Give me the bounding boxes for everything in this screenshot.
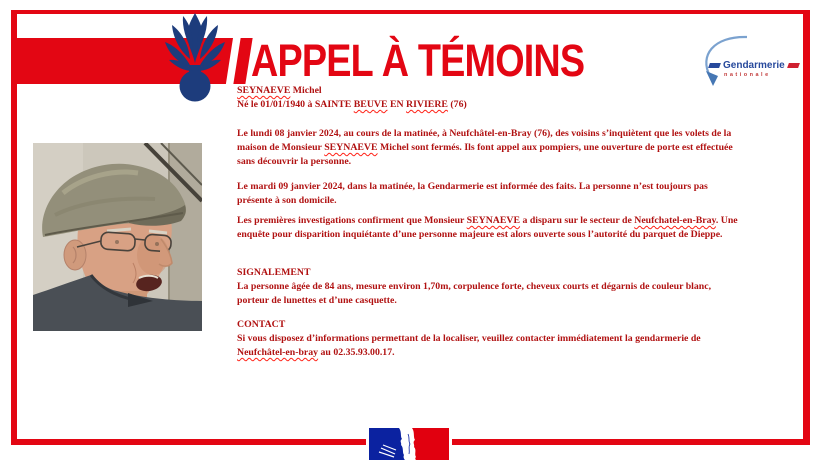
text-segment: (76) [447,99,467,110]
signalement-heading: SIGNALEMENT [237,267,311,278]
text-segment: EN [387,99,407,110]
text-segment: au 02.35.93.00.17. [318,347,395,358]
paragraph-investigation [237,214,797,242]
red-banner-wedge [233,38,252,84]
text-segment: Michel sont fermés. Ils font appel aux pompiers, une ouverture de porte est effectuée [377,142,733,153]
text-segment: Le lundi 08 janvier 2024, au cours de la matinée, à Neufchâtel-en-Bray (76), des voisins s’inquiètent que les volets de la [237,128,732,139]
poster-text [237,84,797,360]
misspelled-word: SEYNAEVE [237,85,291,96]
text-segment: a disparu sur le secteur de [520,215,635,226]
frame-border-top [11,10,810,14]
blue-flag-icon [708,63,721,68]
misspelled-word: BEUVE [353,99,388,110]
text-segment: Le mardi 09 janvier 2024, dans la matinée, la Gendarmerie est informée des faits. La personne n’est toujours pas [237,181,708,192]
misspelled-word: SEYNAEVE [324,142,378,153]
text-segment: Si vous disposez d’informations permettant de la localiser, veuillez contacter immédiatement la gendarmerie de [237,333,701,344]
text-segment: sans découvrir la personne. [237,156,352,167]
text-segment: Les premières investigations confirment que Monsieur [237,215,467,226]
text-segment: La personne âgée de 84 ans, mesure environ 1,70m, corpulence forte, cheveux courts et dégarnis de couleur blanc, [237,281,712,292]
text-segment: Né le 01/01/1940 à SAINTE [237,99,354,110]
frame-border-bottom-left [11,439,366,445]
text-segment: Michel [290,85,322,96]
missing-person-photo [33,143,202,331]
identity-block [237,84,797,112]
brand-name: Gendarmerie [723,60,785,71]
marianne-logo-icon [369,428,451,461]
brand-row [709,60,799,71]
red-flag-icon [787,63,800,68]
frame-border-right [803,10,810,445]
contact-body [237,332,797,360]
poster-title: APPEL À TÉMOINS [251,35,585,86]
contact-heading: CONTACT [237,319,286,330]
person-name [237,84,797,98]
text-segment: enquête pour disparition inquiétante d’une personne majeure est alors ouverte sous l’autorité du parquet de Dieppe. [237,229,723,240]
signalement-body [237,280,797,308]
misspelled-word: SEYNAEVE [466,215,521,226]
misspelled-word: Neufchâtel-en-bray [237,347,319,358]
text-segment: maison de Monsieur [237,142,325,153]
misspelled-word: RIVIERE [406,99,448,110]
text-segment: présente à son domicile. [237,195,337,206]
text-segment: . Une [715,215,738,226]
brand-subtitle: nationale [724,72,771,78]
person-birth [237,98,797,112]
text-segment: porteur de lunettes et d’une casquette. [237,295,397,306]
misspelled-word: Neufchatel-en-Bray [634,215,716,226]
frame-border-bottom-right [452,439,810,445]
paragraph-gendarmerie-informed [237,180,797,208]
paragraph-incident [237,127,797,169]
gendarmerie-grenade-icon [163,13,227,103]
